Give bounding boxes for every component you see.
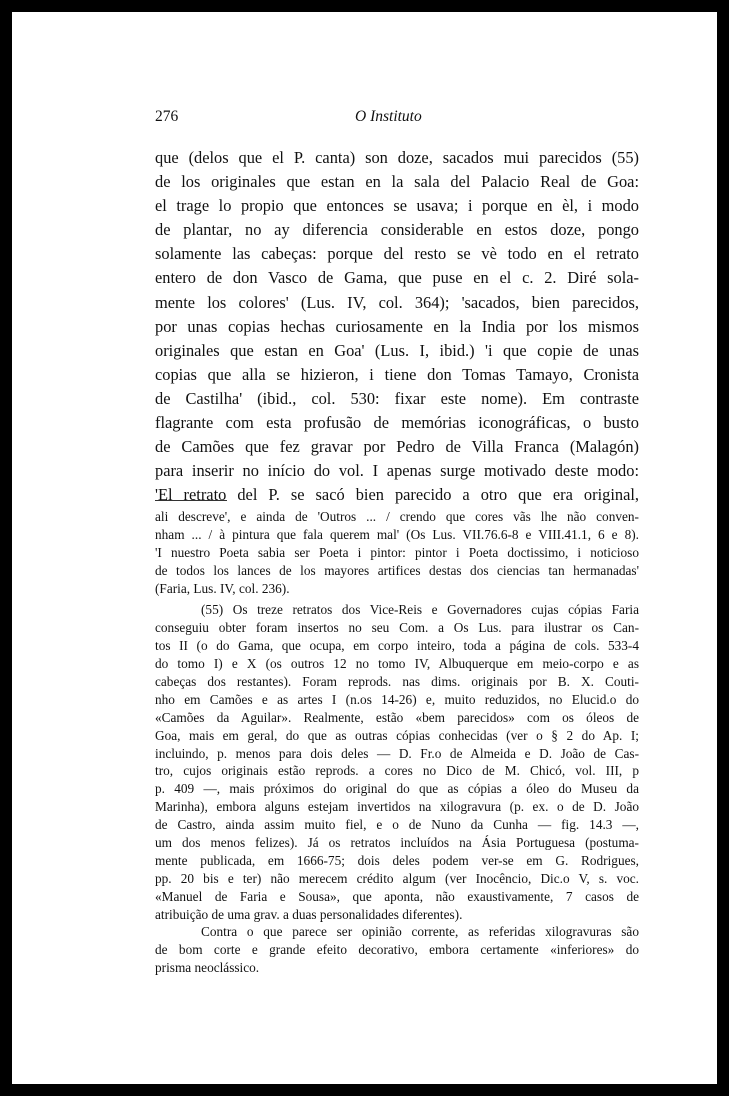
footnote-55-line: Goa, mais em geral, do que as outras cópias conhecidas (ver o § 2 do Ap. I; — [155, 727, 639, 743]
footnote-55-line: do tomo I) e X (os outros 12 no tomo IV, Albuquerque em meio-corpo e as — [155, 656, 639, 672]
footnote-55-line: p. 409 —, mais próximos do original do que as cópias a óleo do Museu da — [155, 781, 639, 797]
text-line: flagrante com esta profusão de memórias iconográficas, o busto — [155, 413, 639, 433]
footnote-line: 'I nuestro Poeta sabia ser Poeta i pintor: pintor i Poeta doctissimo, i noticioso — [155, 544, 639, 560]
footnote-55-line: pp. 20 bis e ter) não merecem crédito algum (ver Inocêncio, Dic.o V, s. voc. — [155, 870, 639, 886]
footnote-55-line: incluindo, p. menos para dois deles — D. Fr.o de Almeida e D. João de Cas- — [155, 745, 639, 761]
text-line: 'El retrato del P. se sacó bien parecido a otro que era original, — [155, 485, 639, 505]
footnote-55-line: «Camões da Aguilar». Realmente, estão «bem parecidos» com os óleos de — [155, 709, 639, 725]
footnote-final-line: Contra o que parece ser opinião corrente, as referidas xilogravuras são — [201, 924, 639, 940]
text-line: mente los colores' (Lus. IV, col. 364); 'sacados, bien parecidos, — [155, 292, 639, 312]
footnote-line: nham ... / à pintura que fala querem mal' (Os Lus. VII.76.6-8 e VIII.41.1, 6 e 8). — [155, 526, 639, 542]
text-line: originales que estan en Goa' (Lus. I, ibid.) 'i que copie de unas — [155, 340, 639, 360]
footnote-55-line: «Manuel de Faria e Sousa», que aponta, não exaustivamente, 7 casos de — [155, 888, 639, 904]
footnote-55-line: conseguiu obter foram insertos no seu Com. a Os Lus. para ilustrar os Can- — [155, 620, 639, 636]
footnote-line: de todos los lances de los mayores artifices destas dos ciencias tan hermanadas' — [155, 562, 639, 578]
text-line: el trage lo propio que entonces se usava; i porque en èl, i modo — [155, 196, 639, 216]
text-line: para inserir no início do vol. I apenas surge motivado deste modo: — [155, 461, 639, 481]
footnote-55-line: tos II (o do Gama, que ocupa, em corpo inteiro, toda a página de cols. 533-4 — [155, 638, 639, 654]
footnote-55-line: de Castro, ainda assim muito fiel, e o de Nuno da Cunha — fig. 14.3 —, — [155, 817, 639, 833]
book-page — [12, 12, 717, 1084]
footnote-55-line: atribuição de uma grav. a duas personalidades diferentes). — [155, 906, 463, 922]
text-line: de plantar, no ay diferencia considerable en estos doze, pongo — [155, 220, 639, 240]
footnote-separator — [155, 500, 227, 501]
page-number: 276 — [155, 108, 179, 125]
footnote-55-line: Marinha), embora alguns estejam invertidos na xilogravura (p. ex. o de D. João — [155, 799, 639, 815]
journal-title: O Instituto — [355, 108, 422, 125]
footnotes — [155, 508, 639, 977]
text-line: que (delos que el P. canta) son doze, sacados mui parecidos (55) — [155, 148, 639, 167]
footnote-final-line: de bom corte e grande efeito decorativo, embora certamente «inferiores» do — [155, 942, 639, 958]
footnote-55-line: (55) Os treze retratos dos Vice-Reis e Governadores cujas cópias Faria — [201, 602, 639, 618]
text-line: entero de don Vasco de Gama, que puse en el c. 2. Diré sola- — [155, 268, 639, 288]
text-line: copias que alla se hizieron, i tiene don Tomas Tamayo, Cronista — [155, 364, 639, 384]
text-line: de los originales que estan en la sala del Palacio Real de Goa: — [155, 172, 639, 192]
text-line: de Castilha' (ibid., col. 530: fixar este nome). Em contraste — [155, 388, 639, 408]
footnote-55-line: tro, cujos originais estão reprods. a cores no Dico de M. Chicó, vol. III, p — [155, 763, 639, 779]
footnote-55-line: cabeças dos restantes). Foram reprods. nas dims. originais por B. X. Couti- — [155, 674, 639, 690]
footnote-55-line: um dos menos felizes). Já os retratos incluídos na Ásia Portuguesa (postuma- — [155, 835, 639, 851]
running-header — [155, 108, 639, 128]
footnote-line: (Faria, Lus. IV, col. 236). — [155, 580, 290, 596]
footnote-55-line: mente publicada, em 1666-75; dois deles podem ver-se em G. Rodrigues, — [155, 852, 639, 868]
text-line: solamente las cabeças: porque del resto se vè todo en el retrato — [155, 244, 639, 264]
main-text — [155, 146, 639, 507]
text-line: de Camões que fez gravar por Pedro de Villa Franca (Malagón) — [155, 437, 639, 457]
footnote-55-line: nho em Camões e as artes I (n.os 14-26) e, muito reduzidos, no Elucid.o do — [155, 691, 639, 707]
footnote-line: ali descreve', e ainda de 'Outros ... / crendo que cores vãs lhe não conven- — [155, 509, 639, 524]
text-line: por unas copias hechas curiosamente en la India por los mismos — [155, 316, 639, 336]
footnote-final-line: prisma neoclássico. — [155, 960, 260, 976]
